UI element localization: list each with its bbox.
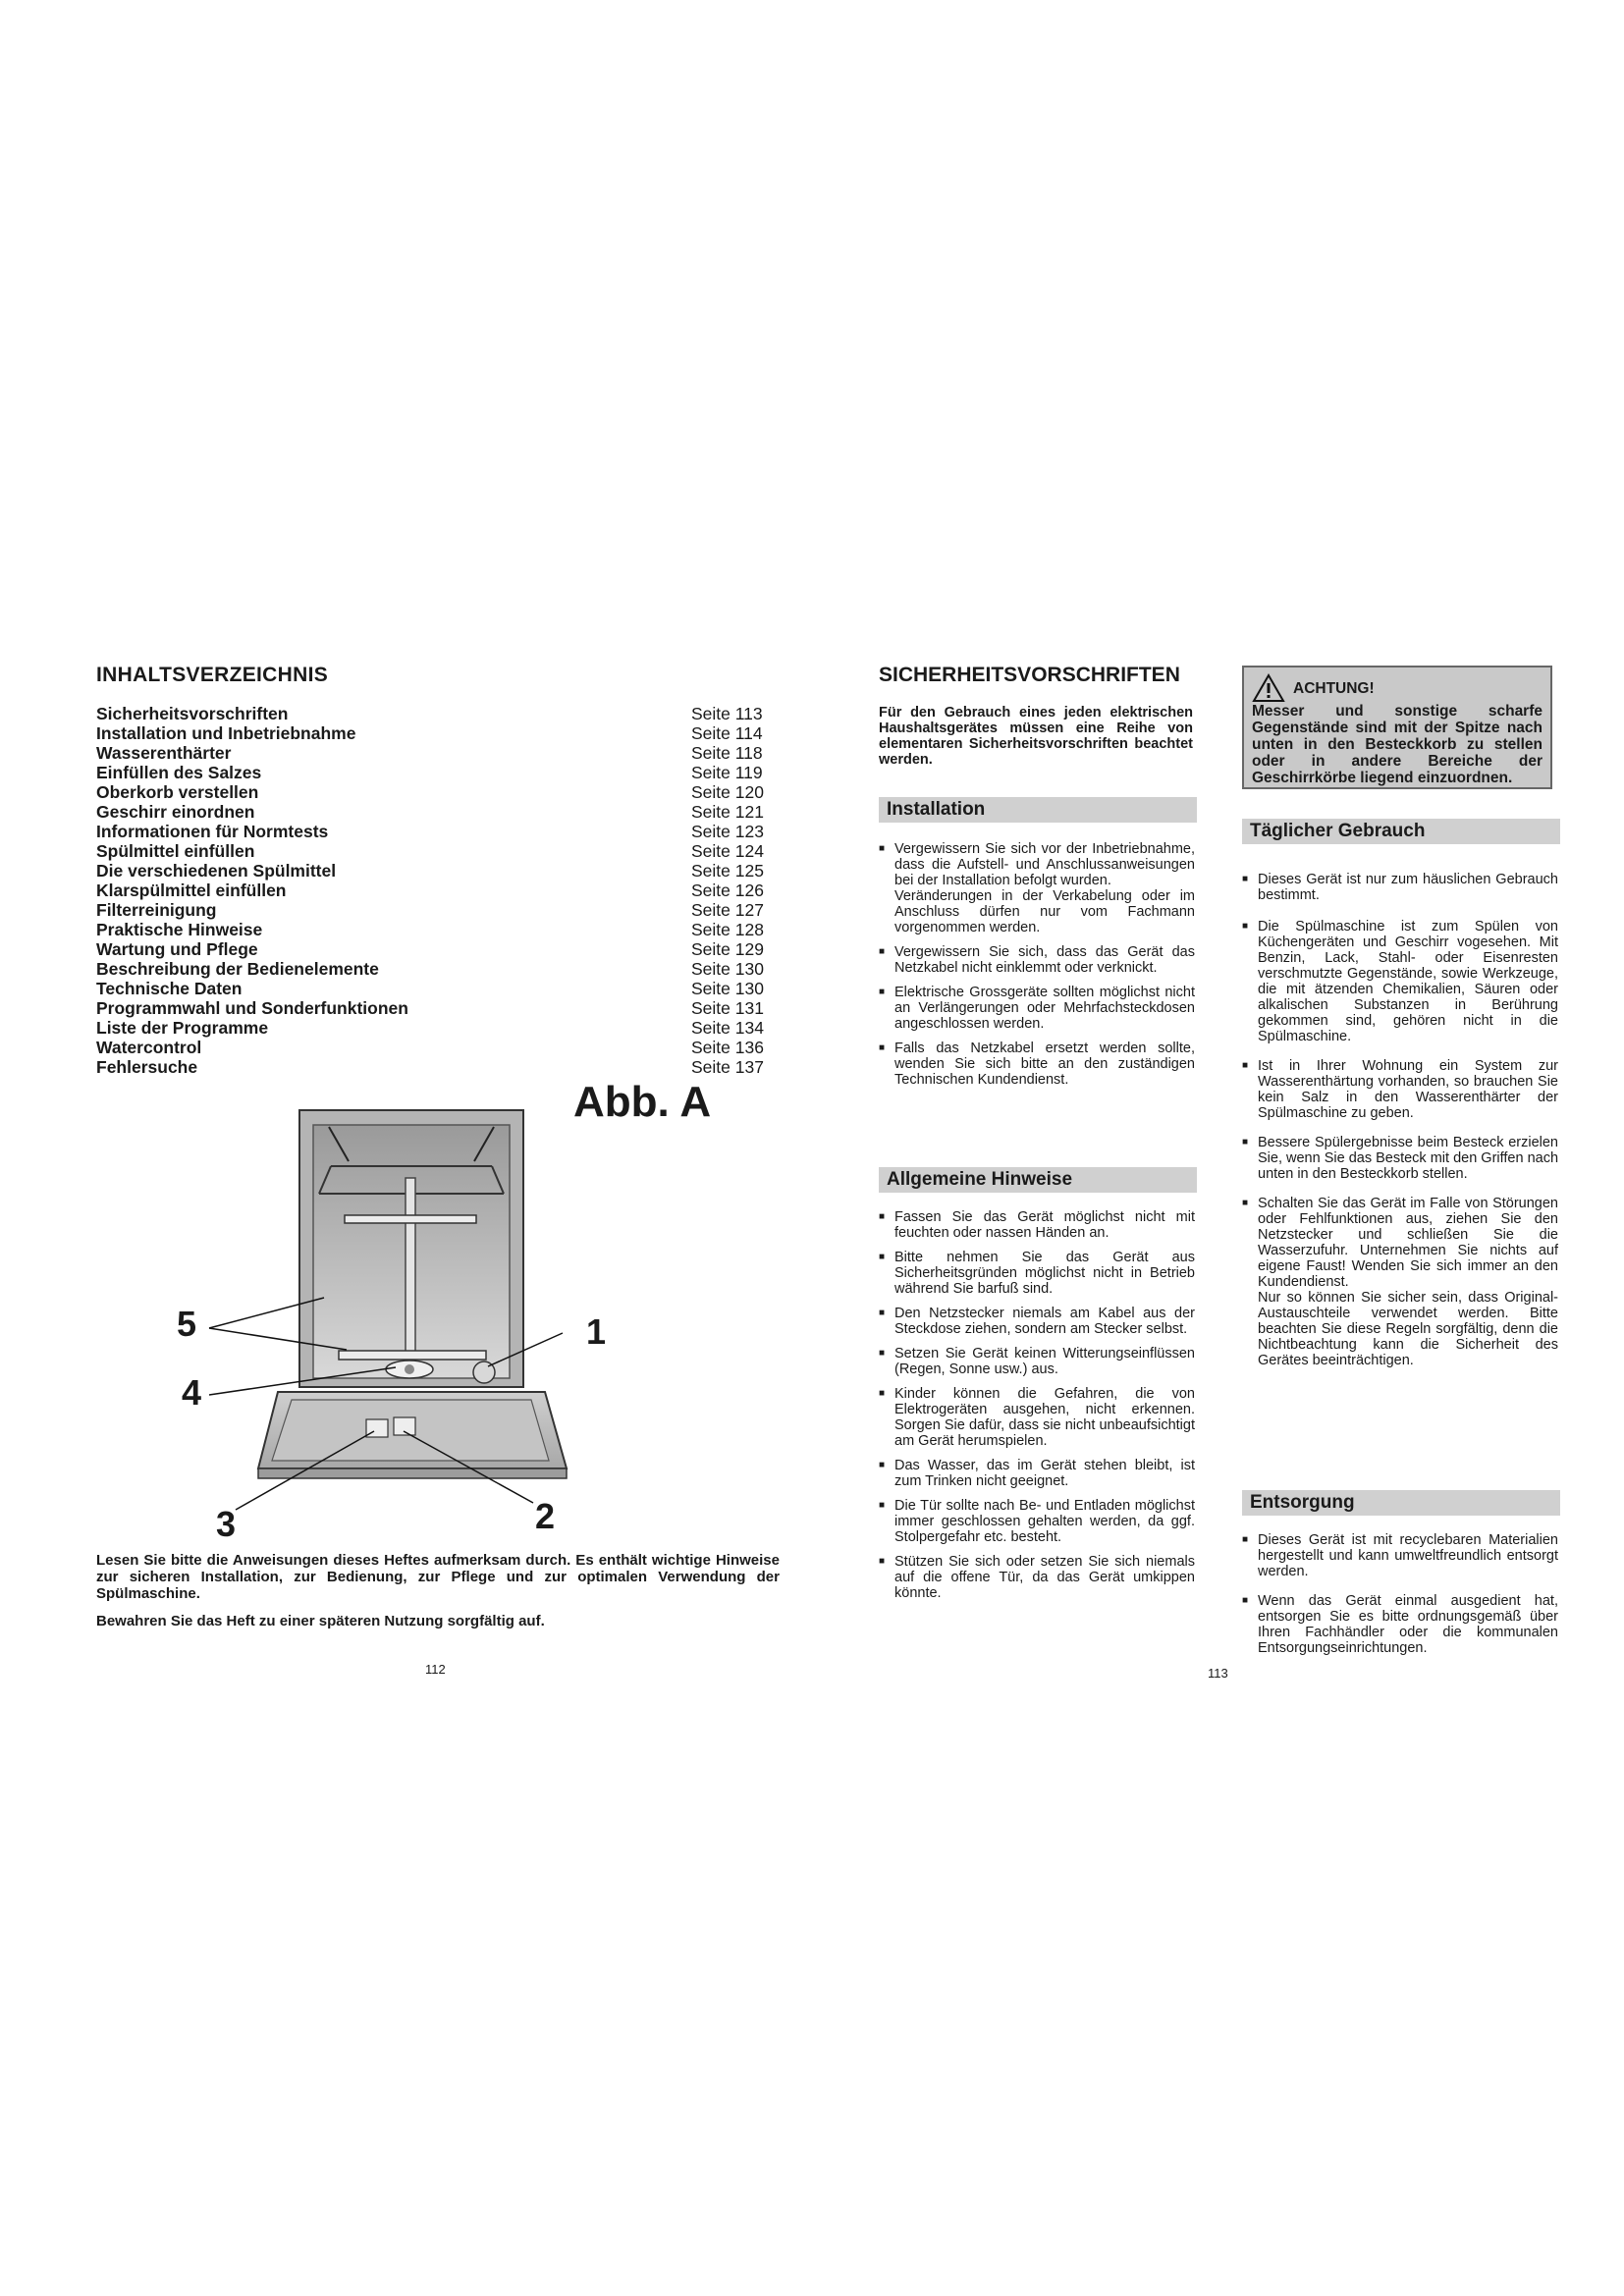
toc-entry-page: Seite 114 [691, 723, 763, 743]
toc-entry-label: Beschreibung der Bedienelemente [96, 959, 379, 979]
callout-1: 1 [586, 1311, 607, 1352]
list-item-text: ■ Bitte nehmen Sie das Gerät aus Sicherheitsgründen möglichst nicht in Betrieb während Sie barfuß sind. [894, 1250, 1195, 1297]
list-item-text: ■ Die Tür sollte nach Be- und Entladen möglichst immer geschlossen gehalten werden, da ggf. Stolpergefahr etc. besteht. [894, 1498, 1195, 1545]
list-item-text: ■ Die Spülmaschine ist zum Spülen von Küchengeräten und Geschirr vogesehen. Mit Benzin, Lack, Stahl- oder Eisenresten verschmutzte Gegenstände, sowie Werkzeuge, die mit ätzenden Chemikalien, Säuren oder alkalischen Substanzen in Berührung gekommen sind, gehören nicht in die Spülmaschine. [1258, 919, 1558, 1044]
toc-entry [96, 1038, 784, 1057]
toc-entry-page: Seite 137 [691, 1057, 764, 1077]
safety-title: SICHERHEITSVORSCHRIFTEN [879, 664, 1180, 686]
list-item-text: ■ Vergewissern Sie sich vor der Inbetriebnahme, dass die Aufstell- und Anschlussanweisungen bei der Installation befolgt wurden. [894, 841, 1195, 888]
callout-2: 2 [535, 1496, 556, 1536]
toc-entry-page: Seite 119 [691, 763, 763, 782]
toc-entry [96, 900, 784, 920]
list-item-text: ■ Kinder können die Gefahren, die von Elektrogeräten ausgehen, nicht erkennen. Sorgen Sie dafür, dass sie nicht unbeaufsichtigt am Gerät herumspielen. [894, 1386, 1195, 1449]
toc-entry-label: Geschirr einordnen [96, 802, 255, 822]
toc-entry-label: Die verschiedenen Spülmittel [96, 861, 337, 881]
list-item [1242, 1058, 1558, 1121]
section-general: Allgemeine Hinweise [879, 1167, 1197, 1193]
list-item-text: ■ Wenn das Gerät einmal ausgedient hat, entsorgen Sie es bitte ordnungsgemäß über Ihren Fachhändler oder die kommunalen Entsorgungseinrichtungen. [1258, 1593, 1558, 1656]
daily-use-list [1242, 872, 1558, 1377]
toc-entry-label: Liste der Programme [96, 1018, 269, 1038]
toc-entry-page: Seite 131 [691, 998, 764, 1018]
section-disposal: Entsorgung [1242, 1490, 1560, 1516]
toc-entry [96, 1057, 784, 1077]
list-item-text: ■ Stützen Sie sich oder setzen Sie sich niemals auf die offene Tür, da das Gerät umkippen könnte. [894, 1554, 1195, 1601]
toc-entry-label: Praktische Hinweise [96, 920, 263, 939]
list-item-text: ■ Ist in Ihrer Wohnung ein System zur Wasserenthärtung vorhanden, so brauchen Sie kein Salz in den Wasserenthärter der Spülmaschine zu geben. [1258, 1058, 1558, 1121]
list-item [879, 841, 1195, 935]
list-item-text: ■ Elektrische Grossgeräte sollten möglichst nicht an Verlängerungen oder Mehrfachsteckdosen angeschlossen werden. [894, 985, 1195, 1032]
list-item [879, 1041, 1195, 1088]
list-item [879, 1458, 1195, 1489]
figure-label: Abb. A [573, 1078, 712, 1126]
toc-entry-page: Seite 123 [691, 822, 764, 841]
toc-entry-label: Filterreinigung [96, 900, 217, 920]
safety-intro: Für den Gebrauch eines jeden elektrischen Haushaltsgerätes müssen eine Reihe von elementaren Sicherheitsvorschriften beachtet werden. [879, 705, 1193, 768]
list-item [879, 1386, 1195, 1449]
callout-5: 5 [177, 1304, 197, 1344]
toc-entry-label: Oberkorb verstellen [96, 782, 259, 802]
list-item-text: ■ Setzen Sie Gerät keinen Witterungseinflüssen (Regen, Sonne usw.) aus. [894, 1346, 1195, 1377]
list-item [879, 1554, 1195, 1601]
toc-entry [96, 841, 784, 861]
toc-entry [96, 861, 784, 881]
toc-list [96, 704, 784, 1077]
toc-entry [96, 979, 784, 998]
section-installation: Installation [879, 797, 1197, 823]
toc-entry [96, 763, 784, 782]
list-item-text: Veränderungen in der Verkabelung oder im Anschluss dürfen nur vom Fachmann vorgenommen werden. [894, 888, 1195, 935]
toc-entry-page: Seite 118 [691, 743, 763, 763]
warning-text: Messer und sonstige scharfe Gegenstände sind mit der Spitze nach unten in den Besteckkorb zu stellen oder in andere Bereiche der Geschirrkörbe liegend einzuordnen. [1252, 703, 1543, 786]
list-item [879, 1306, 1195, 1337]
list-item-text: ■ Das Wasser, das im Gerät stehen bleibt, ist zum Trinken nicht geeignet. [894, 1458, 1195, 1489]
page-number-left: 112 [425, 1662, 446, 1677]
list-item-text: ■ Fassen Sie das Gerät möglichst nicht mit feuchten oder nassen Händen an. [894, 1209, 1195, 1241]
toc-entry-page: Seite 113 [691, 704, 763, 723]
toc-entry [96, 704, 784, 723]
warning-box [1242, 666, 1552, 789]
toc-entry-page: Seite 120 [691, 782, 764, 802]
toc-entry [96, 802, 784, 822]
page-number-right: 113 [1208, 1666, 1228, 1681]
toc-entry [96, 822, 784, 841]
list-item [1242, 919, 1558, 1044]
warning-heading: ACHTUNG! [1293, 679, 1375, 697]
list-item [879, 1209, 1195, 1241]
toc-entry [96, 939, 784, 959]
toc-entry-page: Seite 124 [691, 841, 764, 861]
list-item [879, 1250, 1195, 1297]
toc-entry-page: Seite 128 [691, 920, 764, 939]
disposal-list [1242, 1532, 1558, 1665]
toc-entry-label: Technische Daten [96, 979, 243, 998]
list-item [1242, 1593, 1558, 1656]
toc-entry [96, 920, 784, 939]
toc-entry-label: Fehlersuche [96, 1057, 198, 1077]
toc-entry [96, 743, 784, 763]
list-item-text: ■ Vergewissern Sie sich, dass das Gerät das Netzkabel nicht einklemmt oder verknickt. [894, 944, 1195, 976]
dishwasher-figure [177, 1107, 607, 1578]
toc-entry-label: Watercontrol [96, 1038, 202, 1057]
toc-entry [96, 881, 784, 900]
toc-entry-page: Seite 129 [691, 939, 764, 959]
list-item [879, 1498, 1195, 1545]
toc-entry [96, 782, 784, 802]
toc-entry [96, 959, 784, 979]
intro-text: Lesen Sie bitte die Anweisungen dieses Heftes aufmerksam durch. Es enthält wichtige Hinweise zur sicheren Installation, zur Bedienung, zur Pflege und zur optimalen Verwendung der Spülmaschine. [96, 1552, 780, 1602]
warning-triangle-icon [1252, 673, 1285, 703]
toc-entry-label: Sicherheitsvorschriften [96, 704, 289, 723]
keep-text: Bewahren Sie das Heft zu einer späteren Nutzung sorgfältig auf. [96, 1613, 545, 1629]
toc-entry-label: Wartung und Pflege [96, 939, 258, 959]
list-item-text: ■ Falls das Netzkabel ersetzt werden sollte, wenden Sie sich bitte an den zuständigen Technischen Kundendienst. [894, 1041, 1195, 1088]
toc-entry-page: Seite 130 [691, 979, 764, 998]
toc-entry-page: Seite 121 [691, 802, 764, 822]
section-daily-use: Täglicher Gebrauch [1242, 819, 1560, 844]
list-item-text: Nur so können Sie sicher sein, dass Original-Austauschteile verwendet werden. Bitte beachten Sie diese Regeln sorgfältig, denn die Nichtbeachtung kann die Sicherheit des Gerätes beeinträchtigen. [1258, 1290, 1558, 1368]
list-item [879, 944, 1195, 976]
toc-entry-label: Einfüllen des Salzes [96, 763, 262, 782]
toc-entry-page: Seite 125 [691, 861, 764, 881]
toc-entry-page: Seite 134 [691, 1018, 764, 1038]
list-item-text: ■ Dieses Gerät ist mit recyclebaren Materialien hergestellt und kann umweltfreundlich entsorgt werden. [1258, 1532, 1558, 1579]
toc-entry [96, 723, 784, 743]
callout-3: 3 [216, 1504, 237, 1544]
toc-entry-label: Klarspülmittel einfüllen [96, 881, 287, 900]
general-list [879, 1209, 1195, 1610]
toc-entry-page: Seite 126 [691, 881, 764, 900]
installation-list [879, 841, 1195, 1096]
list-item-text: ■ Dieses Gerät ist nur zum häuslichen Gebrauch bestimmt. [1258, 872, 1558, 903]
toc-entry-label: Spülmittel einfüllen [96, 841, 255, 861]
toc-entry-label: Installation und Inbetriebnahme [96, 723, 356, 743]
toc-entry-page: Seite 130 [691, 959, 764, 979]
list-item [1242, 1196, 1558, 1368]
callout-4: 4 [182, 1372, 202, 1413]
toc-title: INHALTSVERZEICHNIS [96, 664, 329, 686]
toc-entry [96, 998, 784, 1018]
list-item [1242, 1135, 1558, 1182]
toc-entry [96, 1018, 784, 1038]
list-item-text: ■ Bessere Spülergebnisse beim Besteck erzielen Sie, wenn Sie das Besteck mit den Griffen nach unten in den Besteckkorb stellen. [1258, 1135, 1559, 1182]
toc-entry-page: Seite 136 [691, 1038, 764, 1057]
list-item-text: ■ Den Netzstecker niemals am Kabel aus der Steckdose ziehen, sondern am Stecker selbst. [894, 1306, 1195, 1337]
list-item [1242, 1532, 1558, 1579]
toc-entry-label: Wasserenthärter [96, 743, 232, 763]
list-item-text: ■ Schalten Sie das Gerät im Falle von Störungen oder Fehlfunktionen aus, ziehen Sie den Netzstecker und schließen Sie die Wasserzufuhr. Unternehmen Sie nichts auf eigene Faust! Wenden Sie sich immer an den Kundendienst. [1258, 1196, 1558, 1290]
toc-entry-page: Seite 127 [691, 900, 764, 920]
toc-entry-label: Informationen für Normtests [96, 822, 329, 841]
list-item [879, 985, 1195, 1032]
list-item [1242, 872, 1558, 903]
toc-entry-label: Programmwahl und Sonderfunktionen [96, 998, 408, 1018]
list-item [879, 1346, 1195, 1377]
warning-header [1252, 671, 1543, 705]
